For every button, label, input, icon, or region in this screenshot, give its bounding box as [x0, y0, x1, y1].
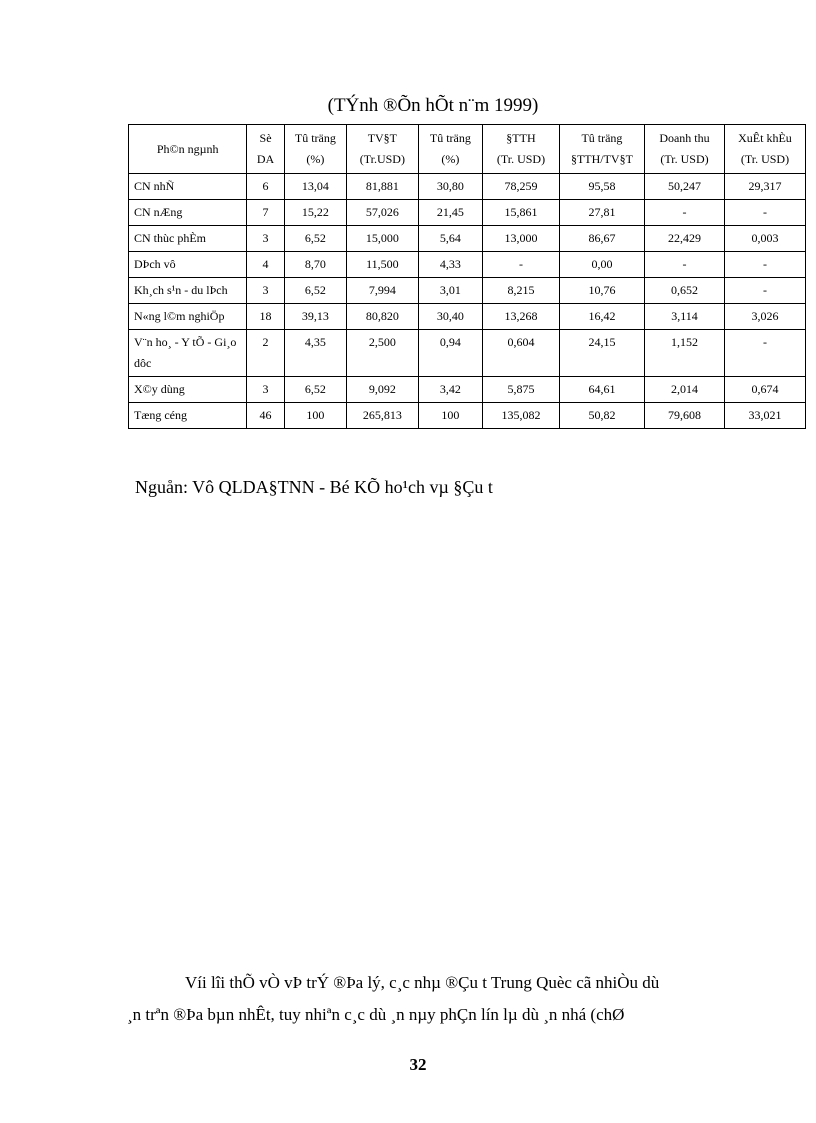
column-header-line: Sè [259, 131, 272, 145]
column-header [724, 125, 805, 174]
table-cell: 50,247 [645, 174, 725, 200]
table-cell: 39,13 [284, 304, 346, 330]
sector-name-cell: Kh¸ch s¹n - du lÞch [129, 278, 247, 304]
table-cell: - [645, 252, 725, 278]
table-cell: 64,61 [559, 377, 644, 403]
table-cell: - [645, 200, 725, 226]
table-cell: 6,52 [284, 226, 346, 252]
table-cell: - [483, 252, 560, 278]
table-cell: 15,22 [284, 200, 346, 226]
table-cell: 3,42 [418, 377, 482, 403]
column-header-line: XuÊt khÈu [738, 131, 792, 145]
table-cell: 7,994 [347, 278, 419, 304]
table-cell: 3 [247, 226, 284, 252]
sector-name-cell: V¨n ho¸ - Y tÕ - Gi¸o dôc [129, 330, 247, 377]
column-header-line: §TTH/TV§T [570, 152, 633, 166]
column-header [129, 125, 247, 174]
table-row [129, 200, 806, 226]
column-header-line: Ph©n ngµnh [156, 141, 219, 156]
table-cell: 79,608 [645, 403, 725, 429]
body-paragraph-line-2: ¸n trªn ®Þa bµn nhÊt, tuy nhiªn c¸c dù ¸n nµy phÇn lín lµ dù ¸n nhá (chØ [127, 1005, 625, 1024]
table-row [129, 304, 806, 330]
column-header-line: DA [256, 152, 275, 166]
table-cell: 4,35 [284, 330, 346, 377]
fdi-sector-table [128, 124, 806, 429]
table-row [129, 377, 806, 403]
table-cell: 78,259 [483, 174, 560, 200]
table-cell: 0,652 [645, 278, 725, 304]
table-cell: 30,80 [418, 174, 482, 200]
column-header [559, 125, 644, 174]
table-row [129, 174, 806, 200]
table-cell: 3 [247, 377, 284, 403]
table-cell: 33,021 [724, 403, 805, 429]
table-cell: 0,00 [559, 252, 644, 278]
column-header-line: (Tr. USD) [740, 152, 790, 166]
table-row [129, 252, 806, 278]
column-header [347, 125, 419, 174]
page-number: 32 [409, 1055, 427, 1074]
table-cell: 2,500 [347, 330, 419, 377]
table-cell: 30,40 [418, 304, 482, 330]
column-header [418, 125, 482, 174]
table-caption: (TÝnh ®Õn hÕt n¨m 1999) [327, 95, 539, 116]
column-header [247, 125, 284, 174]
column-header-line: Doanh thu [659, 131, 710, 145]
column-header-line: TV§T [367, 131, 398, 145]
table-cell: 0,674 [724, 377, 805, 403]
table-cell: 8,215 [483, 278, 560, 304]
sector-name-cell: CN nhÑ [129, 174, 247, 200]
table-cell: 13,04 [284, 174, 346, 200]
table-cell: 6,52 [284, 377, 346, 403]
table-cell: 18 [247, 304, 284, 330]
table-cell: 135,082 [483, 403, 560, 429]
table-cell: 2 [247, 330, 284, 377]
table-cell: 15,000 [347, 226, 419, 252]
sector-name-cell: CN nÆng [129, 200, 247, 226]
table-cell: 22,429 [645, 226, 725, 252]
table-cell: - [724, 200, 805, 226]
table-cell: 86,67 [559, 226, 644, 252]
table-header [129, 125, 806, 174]
table-cell: 46 [247, 403, 284, 429]
table-cell: 0,94 [418, 330, 482, 377]
table-cell: 4,33 [418, 252, 482, 278]
source-note: Nguån: Vô QLDA§TNN - Bé KÕ ho¹ch vµ §Çu t [135, 477, 493, 497]
table-cell: 13,000 [483, 226, 560, 252]
table-body [129, 174, 806, 429]
column-header-line: (%) [306, 152, 325, 166]
table-cell: 21,45 [418, 200, 482, 226]
table-cell: 100 [284, 403, 346, 429]
column-header-line: Tû träng [581, 131, 623, 145]
column-header [645, 125, 725, 174]
table-cell: 10,76 [559, 278, 644, 304]
table-cell: 3,01 [418, 278, 482, 304]
table-cell: 3,026 [724, 304, 805, 330]
sector-name-cell: Tæng céng [129, 403, 247, 429]
table-cell: 16,42 [559, 304, 644, 330]
column-header-line: Tû träng [294, 131, 336, 145]
sector-name-cell: CN thùc phÈm [129, 226, 247, 252]
column-header [284, 125, 346, 174]
table-cell: 24,15 [559, 330, 644, 377]
table-cell: 15,861 [483, 200, 560, 226]
table-row [129, 226, 806, 252]
column-header-line: Tû träng [429, 131, 471, 145]
table-cell: 5,64 [418, 226, 482, 252]
table-cell: 81,881 [347, 174, 419, 200]
table-cell: - [724, 252, 805, 278]
table-cell: 13,268 [483, 304, 560, 330]
table-row [129, 278, 806, 304]
table-cell: 3 [247, 278, 284, 304]
table-cell: 50,82 [559, 403, 644, 429]
table-cell: 4 [247, 252, 284, 278]
table-cell: 9,092 [347, 377, 419, 403]
sector-name-cell: DÞch vô [129, 252, 247, 278]
table-cell: 27,81 [559, 200, 644, 226]
table-cell: 0,003 [724, 226, 805, 252]
table-cell: 1,152 [645, 330, 725, 377]
table-cell: 57,026 [347, 200, 419, 226]
table-cell: 7 [247, 200, 284, 226]
table-row [129, 403, 806, 429]
table-cell: 80,820 [347, 304, 419, 330]
table-cell: 100 [418, 403, 482, 429]
sector-name-cell: X©y dùng [129, 377, 247, 403]
table-cell: 2,014 [645, 377, 725, 403]
body-paragraph-line-1: Víi lîi thÕ vÒ vÞ trÝ ®Þa lý, c¸c nhµ ®Çu t Trung Quèc cã nhiÒu dù [185, 973, 660, 992]
column-header-line: (%) [441, 152, 460, 166]
sector-name-cell: N«ng l©m nghiÖp [129, 304, 247, 330]
column-header [483, 125, 560, 174]
table-cell: 6,52 [284, 278, 346, 304]
table-cell: 5,875 [483, 377, 560, 403]
table-cell: 265,813 [347, 403, 419, 429]
column-header-line: (Tr. USD) [660, 152, 709, 166]
table-cell: 3,114 [645, 304, 725, 330]
table-cell: 0,604 [483, 330, 560, 377]
table-row [129, 330, 806, 377]
table-cell: 29,317 [724, 174, 805, 200]
column-header-line: (Tr. USD) [496, 152, 546, 166]
table-cell: - [724, 330, 805, 377]
table-cell: 95,58 [559, 174, 644, 200]
column-header-line: §TTH [506, 131, 536, 145]
table-cell: 6 [247, 174, 284, 200]
table-cell: 8,70 [284, 252, 346, 278]
column-header-line: (Tr.USD) [359, 152, 405, 166]
table-cell: - [724, 278, 805, 304]
table-cell: 11,500 [347, 252, 419, 278]
header-row [129, 125, 806, 174]
